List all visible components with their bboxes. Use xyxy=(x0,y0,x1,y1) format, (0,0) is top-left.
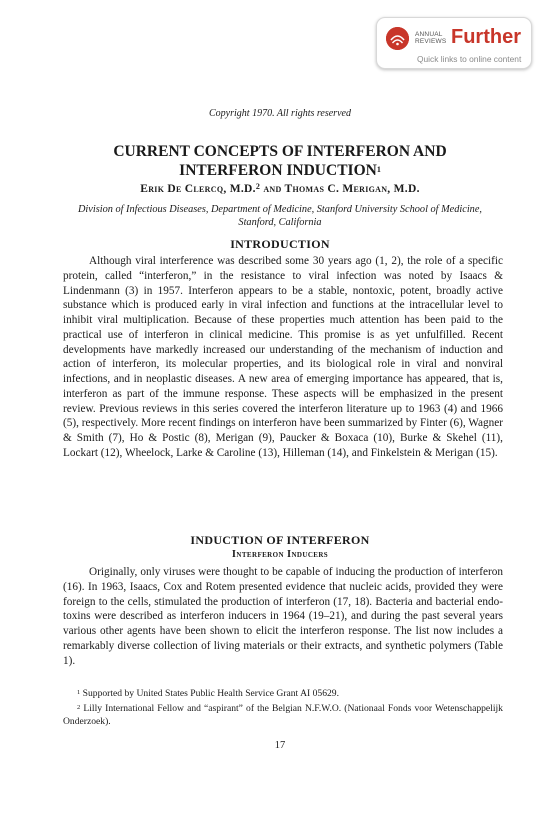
author-joiner: and xyxy=(260,183,285,195)
author-2: Thomas C. Merigan, M.D. xyxy=(284,183,420,195)
annual-reviews-wordmark: ANNUAL REVIEWS xyxy=(415,31,447,45)
title-footnote-marker: 1 xyxy=(376,165,381,174)
author-line xyxy=(0,183,560,195)
footnote-2-marker: 2 xyxy=(77,704,81,711)
author-1: Erik De Clercq, M.D. xyxy=(140,183,256,195)
quick-links-label: Quick links to online content xyxy=(417,54,522,64)
article-title-text: CURRENT CONCEPTS OF INTERFERON AND INTERFERON INDUCTION xyxy=(113,143,447,179)
further-label: Further xyxy=(451,26,521,48)
copyright-notice: Copyright 1970. All rights reserved xyxy=(209,108,351,119)
page-number: 17 xyxy=(274,740,286,751)
author-1-footnote-marker: 2 xyxy=(255,182,261,191)
introduction-heading: INTRODUCTION xyxy=(230,237,330,251)
article-title xyxy=(60,142,500,180)
induction-paragraph: Originally, only viruses were thought to be capable of inducing the production of interferon (16). In 1963, Isaacs, Cox and Rotem presented evidence that nucleic acids, provided they were foreign to the cells, stimulated the production of interferon (17, 18). Bacteria and bacterial endotoxins were described as interferon inducers in 1964 (19–21), and during the past several years various other agents have been shown to elicit the interferon response. The list now includes a remarkably diverse collection of living materials or their extracts, and synthetic polymers (Table 1). xyxy=(63,566,503,667)
footnote-2 xyxy=(63,702,503,728)
further-links-banner[interactable] xyxy=(376,17,532,69)
annual-reviews-logo-icon xyxy=(386,27,409,50)
induction-heading: INDUCTION OF INTERFERON xyxy=(190,533,370,547)
footnote-1 xyxy=(63,687,503,700)
inducers-subheading: Interferon Inducers xyxy=(231,549,329,560)
introduction-paragraph: Although viral interference was described some 30 years ago (1, 2), the role of a specific protein, called “interferon,” in the resistance to viral infection was noted by Isaacs & Lindenmann (3) in 1957. Interferon appears to be a stable, nontoxic, potent, broadly active substance which is produced early in viral infection and functions at the intracellular level to inhibit viral multiplication. Because of these properties much attention has been paid to the practical use of interferon in clinical medicine. This promise is as yet unfulfilled. Recent developments have markedly increased our understanding of the mechanism of induction and action of interferon, its molecular properties, and its biological role in viral and nonviral infections, and in neoplastic diseases. A new area of emerging importance has appeared, that is, interferon as part of the immune response. These aspects will be emphasized in the present review. Previous reviews in this series covered the interferon literature up to 1963 (4) and 1966 (5), respectively. More recent findings on interferon have been summarized by Finter (6), Wagner & Smith (7), Ho & Postic (8), Merigan (9), Paucker & Boxaca (10), Burke & Skehel (11), Lockart (12), Wheelock, Larke & Caroline (13), Hilleman (14), and Finkelstein & Merigan (15). xyxy=(63,255,503,459)
footnote-2-text: Lilly International Fellow and “aspirant” of the Belgian N.F.W.O. (Nationaal Fonds voor Wetenschappelijk Onderzoek). xyxy=(63,703,503,727)
footnote-1-marker: 1 xyxy=(77,689,81,696)
footnote-1-text: Supported by United States Public Health Service Grant AI 05629. xyxy=(82,688,339,699)
affiliation: Division of Infectious Diseases, Department of Medicine, Stanford University School of Medicine, Stanford, California xyxy=(78,204,482,228)
